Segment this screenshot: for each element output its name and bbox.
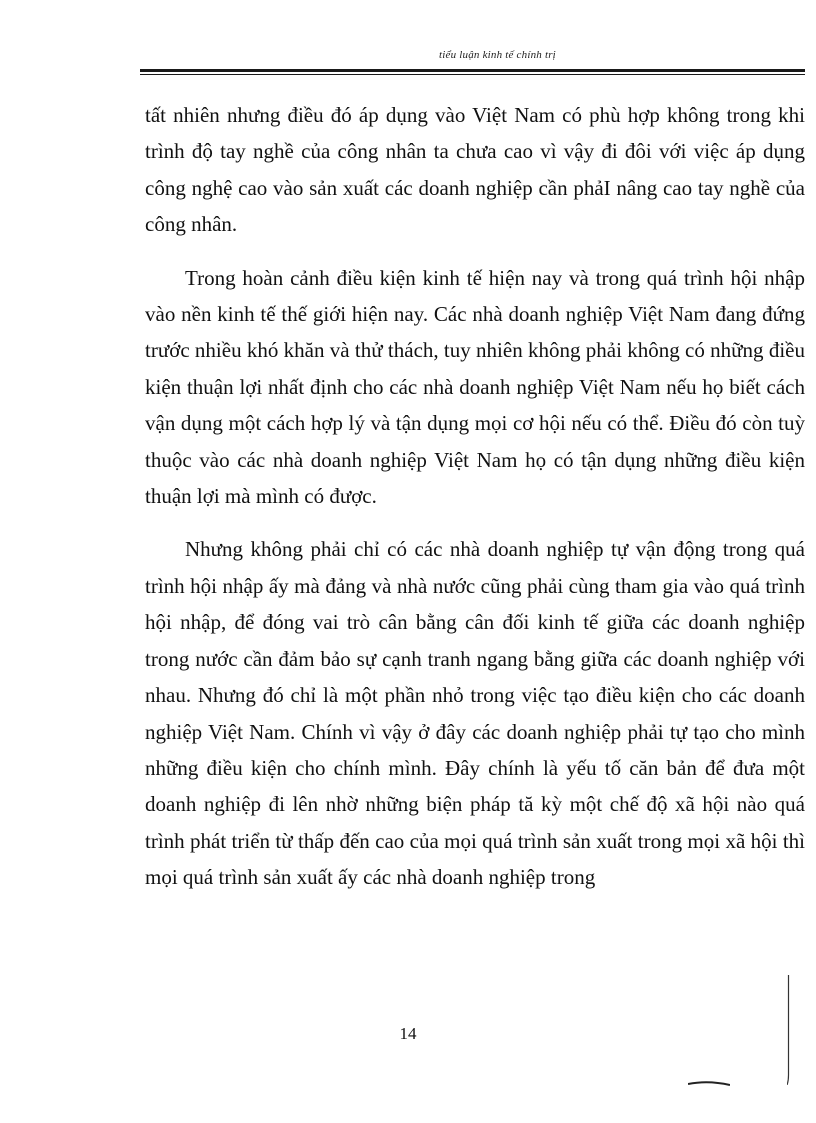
page-header: [140, 49, 805, 75]
page-number: 14: [399, 1024, 417, 1043]
header-rule-thin: [140, 74, 805, 75]
scan-edge-mark: [787, 975, 790, 1085]
body-text: [145, 97, 805, 913]
header-title: tiểu luận kinh tế chính trị: [439, 49, 556, 61]
header-rule-thick: [140, 69, 805, 72]
paragraph-3: Nhưng không phải chỉ có các nhà doanh nghiệp tự vận động trong quá trình hội nhập ấy mà đảng và nhà nước cũng phải cùng tham gia vào quá trình hội nhập, để đóng vai trò cân bằng cân đối kinh tế giữa các doanh nghiệp trong nước cần đảm bảo sự cạnh tranh ngang bằng giữa các doanh nghiệp với nhau. Nhưng đó chỉ là một phần nhỏ trong việc tạo điều kiện cho các doanh nghiệp Việt Nam. Chính vì vậy ở đây các doanh nghiệp phải tự tạo cho mình những điều kiện cho chính mình. Đây chính là yếu tố căn bản để đưa một doanh nghiệp đi lên nhờ những biện pháp tă kỳ một chế độ xã hội nào quá trình phát triển từ thấp đến cao của mọi quá trình sản xuất trong mọi xã hội thì mọi quá trình sản xuất ấy các nhà doanh nghiệp trong: [145, 537, 805, 890]
paragraph-1: tất nhiên nhưng điều đó áp dụng vào Việt Nam có phù hợp không trong khi trình độ tay nghề của công nhân ta chưa cao vì vậy đi đôi với việc áp dụng công nghệ cao vào sản xuất các doanh nghiệp cần phảI nâng cao tay nghề của công nhân.: [145, 103, 805, 237]
scan-smudge-mark: [688, 1078, 730, 1088]
paragraph-2: Trong hoàn cảnh điều kiện kinh tế hiện nay và trong quá trình hội nhập vào nền kinh tế thế giới hiện nay. Các nhà doanh nghiệp Việt Nam đang đứng trước nhiều khó khăn và thử thách, tuy nhiên không phải không có những điều kiện thuận lợi nhất định cho các nhà doanh nghiệp Việt Nam nếu họ biết cách vận dụng một cách hợp lý và tận dụng mọi cơ hội nếu có thể. Điều đó còn tuỳ thuộc vào các nhà doanh nghiệp Việt Nam họ có tận dụng những điều kiện thuận lợi mà mình có được.: [145, 265, 805, 509]
